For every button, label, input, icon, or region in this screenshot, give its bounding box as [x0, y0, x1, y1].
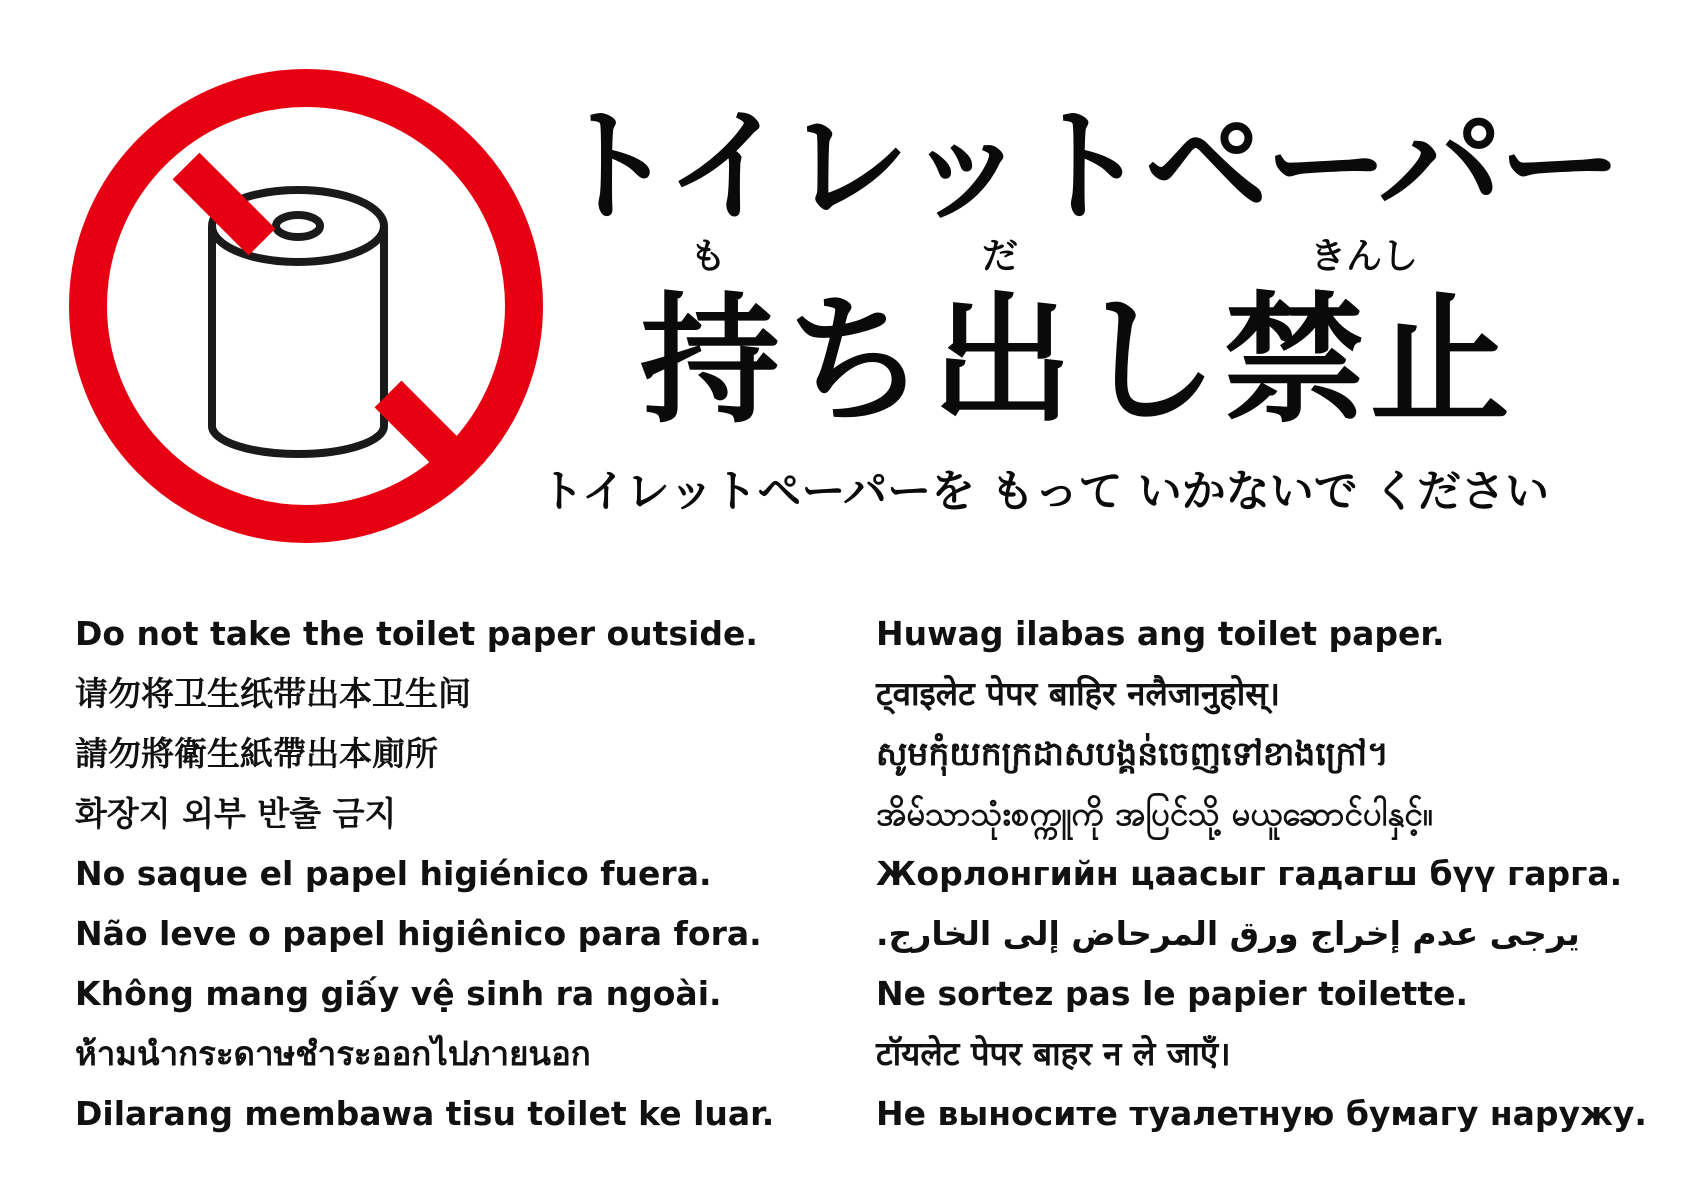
translation-korean: 화장지 외부 반출 금지 — [75, 794, 397, 833]
translation-spanish: No saque el papel higiénico fuera. — [75, 854, 712, 893]
translations-right-column — [876, 604, 1676, 1144]
translation-portuguese: Não leve o papel higiênico para fora. — [75, 914, 762, 953]
translation-russian: Не выносите туалетную бумагу наружу. — [876, 1094, 1647, 1133]
translation-nepali: ट्वाइलेट पेपर बाहिर नलैजानुहोस्। — [876, 674, 1281, 713]
translation-chinese-traditional: 請勿將衛生紙帶出本廁所 — [75, 734, 438, 773]
furigana-da: だ — [982, 236, 1019, 277]
translation-thai: ห้ามนำกระดาษชำระออกไปภายนอก — [75, 1034, 591, 1073]
translation-english: Do not take the toilet paper outside. — [75, 614, 758, 653]
translation-mongolian: Жорлонгийн цаасыг гадагш бүү гарга. — [876, 854, 1623, 893]
instruction-hiragana: トイレットペーパーを もって いかないで ください — [540, 466, 1550, 517]
furigana-row — [0, 232, 1684, 282]
translation-french: Ne sortez pas le papier toilette. — [876, 974, 1469, 1013]
no-toilet-paper-icon — [66, 66, 546, 546]
translation-burmese: အိမ်သာသုံးစက္ကူကို အပြင်သို့ မယူဆောင်ပါနှင့်။ — [876, 794, 1433, 833]
translation-vietnamese: Không mang giấy vệ sinh ra ngoài. — [75, 974, 722, 1013]
title-no-taking-out: 持ち出し禁止 — [640, 280, 1517, 443]
title-toilet-paper: トイレットペーパー — [552, 95, 1619, 239]
translation-arabic: يرجى عدم إخراج ورق المرحاض إلى الخارج. — [876, 914, 1580, 953]
translation-indonesian: Dilarang membawa tisu toilet ke luar. — [75, 1094, 775, 1133]
furigana-kinshi: きんし — [1310, 236, 1419, 277]
furigana-mo: も — [690, 236, 727, 277]
translation-khmer: សូមកុំយកក្រដាសបង្គន់ចេញទៅខាងក្រៅ។ — [876, 734, 1389, 773]
translation-hindi: टॉयलेट पेपर बाहर न ले जाएँ। — [876, 1034, 1231, 1073]
translations-left-column — [75, 604, 855, 1144]
translation-tagalog: Huwag ilabas ang toilet paper. — [876, 614, 1445, 653]
translation-chinese-simplified: 请勿将卫生纸带出本卫生间 — [75, 674, 471, 713]
